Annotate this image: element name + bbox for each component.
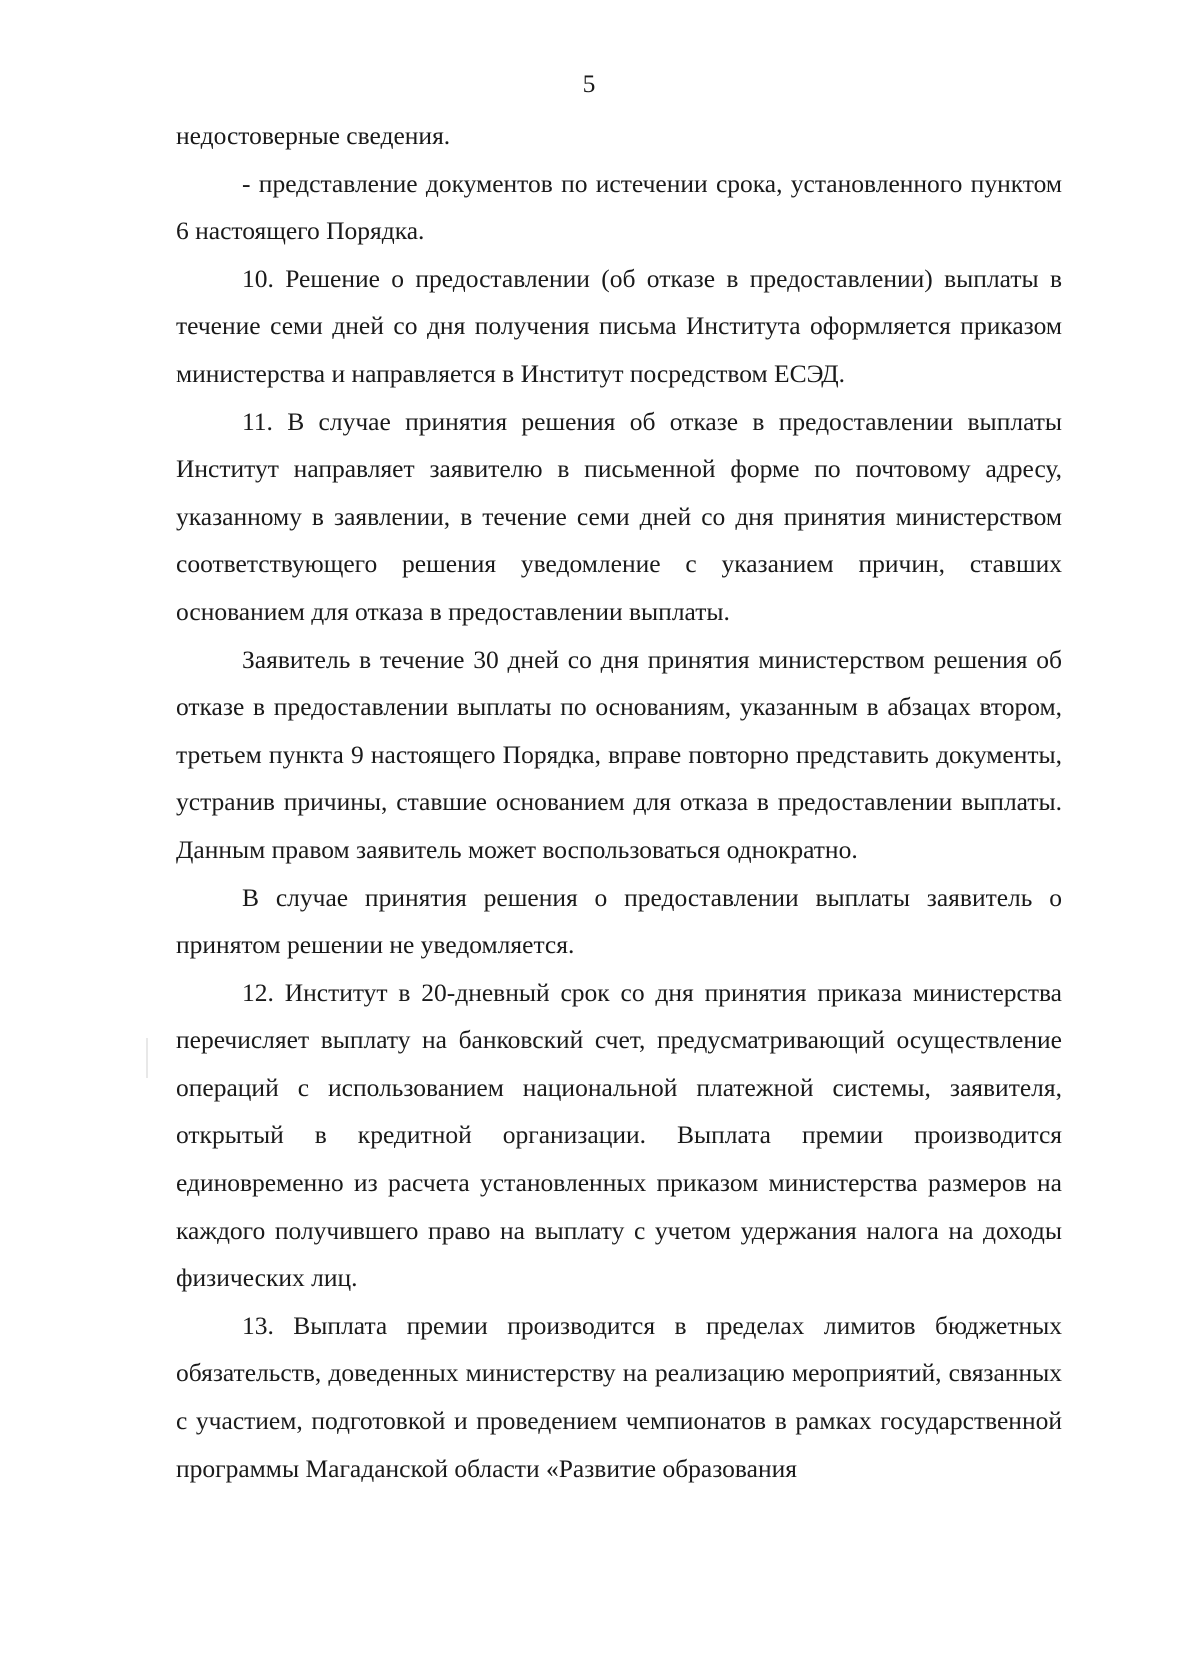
paragraph-clause-12: 12. Институт в 20-дневный срок со дня принятия приказа министерства перечисляет выплату на банковский счет, предусматривающий осуществление операций с использованием национальной платежной системы, заявителя, открытый в кредитной организации. Выплата премии производится единовременно из расчета установленных приказом министерства размеров на каждого получившего право на выплату с учетом удержания налога на доходы физических лиц. — [176, 977, 1062, 1293]
paragraph-reapply: Заявитель в течение 30 дней со дня принятия министерством решения об отказе в предоставлении выплаты по основаниям, указанным в абзацах втором, третьем пункта 9 настоящего Порядка, вправе повторно представить документы, устранив причины, ставшие основанием для отказа в предоставлении выплаты. Данным правом заявитель может воспользоваться однократно. — [176, 644, 1062, 864]
paragraph-clause-11: 11. В случае принятия решения об отказе в предоставлении выплаты Институт направляет заявителю в письменной форме по почтовому адресу, указанному в заявлении, в течение семи дней со дня принятия министерством соответствующего решения уведомление с указанием причин, ставших основанием для отказа в предоставлении выплаты. — [176, 406, 1062, 626]
paragraph-list-item: - представление документов по истечении срока, установленного пунктом 6 настоящего Порядка. — [176, 168, 1062, 246]
paragraph-clause-13: 13. Выплата премии производится в пределах лимитов бюджетных обязательств, доведенных министерству на реализацию мероприятий, связанных с участием, подготовкой и проведением чемпионатов в рамках государственной программы Магаданской области «Развитие образования — [176, 1310, 1062, 1483]
paragraph-continuation: недостоверные сведения. — [176, 121, 451, 150]
page-number: 5 — [582, 69, 596, 98]
document-body — [176, 112, 1062, 1492]
scan-artifact-mark — [146, 1038, 148, 1078]
paragraph-clause-10: 10. Решение о предоставлении (об отказе в предоставлении) выплаты в течение семи дней со дня получения письма Института оформляется приказом министерства и направляется в Институт посредством ЕСЭД. — [176, 263, 1062, 388]
paragraph-no-notice: В случае принятия решения о предоставлении выплаты заявитель о принятом решении не уведомляется. — [176, 882, 1062, 960]
